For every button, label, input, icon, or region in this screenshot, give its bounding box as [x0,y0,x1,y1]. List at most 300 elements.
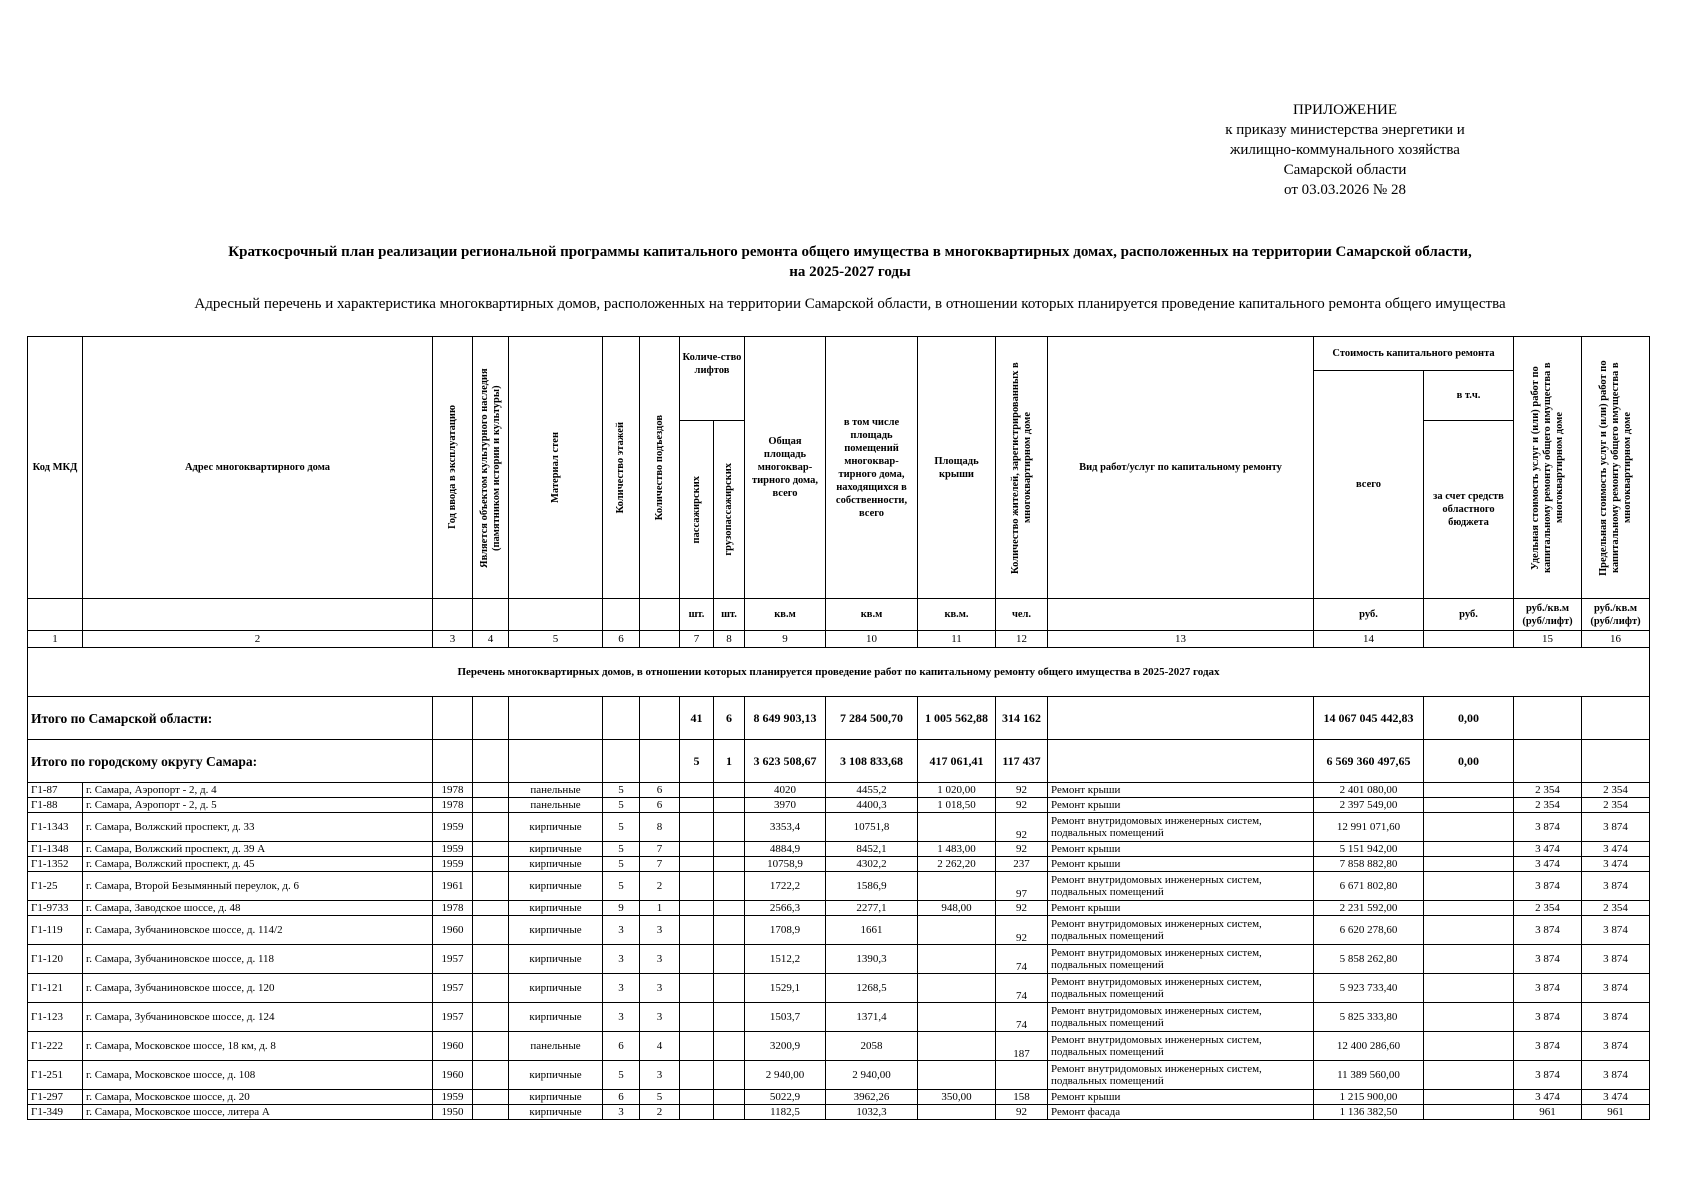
cell-cost: 5 858 262,80 [1314,945,1424,974]
unit-people: чел. [996,599,1048,631]
cell-lifts-cargo [714,974,745,1003]
appendix-block [1200,100,1490,200]
cell-address: г. Самара, Московское шоссе, литера А [83,1105,433,1120]
cell-entrances: 7 [640,857,680,872]
unit-sqm: кв.м [745,599,826,631]
cell-limit-cost: 3 474 [1582,1090,1650,1105]
cell-floors: 5 [603,872,640,901]
total-roof-area: 1 005 562,88 [918,697,996,740]
column-number: 12 [996,631,1048,648]
cell-work-type: Ремонт крыши [1048,783,1314,798]
cell-address: г. Самара, Второй Безымянный переулок, д. 6 [83,872,433,901]
cell-lifts-passenger [680,901,714,916]
cell-roof-area: 2 262,20 [918,857,996,872]
cell-lifts-cargo [714,1032,745,1061]
cell-heritage [473,783,509,798]
cell-area: 3970 [745,798,826,813]
cell-code: Г1-123 [28,1003,83,1032]
column-number: 10 [826,631,918,648]
cell-roof-area [918,916,996,945]
cell-limit-cost: 2 354 [1582,783,1650,798]
cell-material: кирпичные [509,974,603,1003]
cell-material: кирпичные [509,842,603,857]
section-title: Перечень многоквартирных домов, в отношении которых планируется проведение работ по капитальному ремонту общего имущества в 2025-2027 годах [28,648,1650,697]
cell-lifts-passenger [680,1090,714,1105]
cell-lifts-passenger [680,798,714,813]
cell-year: 1959 [433,842,473,857]
total-row [28,740,1650,783]
buildings-table [27,336,1650,1120]
cell-year: 1978 [433,783,473,798]
cell-year: 1960 [433,1032,473,1061]
cell-area: 10758,9 [745,857,826,872]
cell-unit-cost: 3 474 [1514,842,1582,857]
unit-sqm: кв.м. [918,599,996,631]
cell-address: г. Самара, Зубчаниновское шоссе, д. 118 [83,945,433,974]
cell-limit-cost: 3 874 [1582,1003,1650,1032]
header-entrances: Количество подъездов [653,414,665,521]
cell-material: кирпичные [509,813,603,842]
cell-regional [1424,857,1514,872]
cell-cost: 5 923 733,40 [1314,974,1424,1003]
cell-cost: 2 231 592,00 [1314,901,1424,916]
cell-heritage [473,1105,509,1120]
total-regional: 0,00 [1424,697,1514,740]
cell-roof-area [918,813,996,842]
cell-owned-area: 1390,3 [826,945,918,974]
cell-limit-cost: 3 874 [1582,945,1650,974]
cell-roof-area: 1 018,50 [918,798,996,813]
cell-address: г. Самара, Волжский проспект, д. 33 [83,813,433,842]
cell-cost: 11 389 560,00 [1314,1061,1424,1090]
empty-cell [473,740,509,783]
empty-cell [640,740,680,783]
cell-area: 4020 [745,783,826,798]
empty-cell [1048,740,1314,783]
cell-regional [1424,1105,1514,1120]
cell-roof-area: 1 020,00 [918,783,996,798]
cell-limit-cost: 3 474 [1582,857,1650,872]
cell-floors: 3 [603,974,640,1003]
cell-entrances: 8 [640,813,680,842]
column-number: 15 [1514,631,1582,648]
cell-heritage [473,798,509,813]
cell-area: 5022,9 [745,1090,826,1105]
cell-owned-area: 4455,2 [826,783,918,798]
total-residents: 314 162 [996,697,1048,740]
cell-entrances: 4 [640,1032,680,1061]
column-number: 4 [473,631,509,648]
header-unit-cost: Удельная стоимость услуг и (или) работ по капитальному ремонту общего имущества в многоквартирном доме [1529,362,1565,573]
cell-area: 1503,7 [745,1003,826,1032]
unit-rub: руб. [1314,599,1424,631]
cell-floors: 6 [603,1032,640,1061]
cell-residents: 74 [996,945,1048,974]
cell-code: Г1-121 [28,974,83,1003]
cell-entrances: 7 [640,842,680,857]
document-subtitle: Адресный перечень и характеристика многоквартирных домов, расположенных на территории Самарской области, в отношении которых планируется проведение капитального ремонта общего имущества [194,296,1506,312]
cell-area: 1722,2 [745,872,826,901]
cell-year: 1959 [433,857,473,872]
cell-material: кирпичные [509,945,603,974]
cell-lifts-cargo [714,1105,745,1120]
cell-address: г. Самара, Аэропорт - 2, д. 5 [83,798,433,813]
cell-heritage [473,974,509,1003]
cell-work-type: Ремонт внутридомовых инженерных систем, подвальных помещений [1048,813,1314,842]
cell-roof-area: 948,00 [918,901,996,916]
cell-address: г. Самара, Московское шоссе, 18 км, д. 8 [83,1032,433,1061]
cell-owned-area: 1586,9 [826,872,918,901]
unit-pcs: шт. [680,599,714,631]
cell-work-type: Ремонт крыши [1048,1090,1314,1105]
total-residents: 117 437 [996,740,1048,783]
cell-lifts-passenger [680,1032,714,1061]
cell-unit-cost: 3 874 [1514,1061,1582,1090]
cell-lifts-cargo [714,901,745,916]
header-residents: Количество жителей, зарегистрированных в многоквартирном доме [1009,361,1033,574]
document-title-line2: на 2025-2027 годы [789,264,911,280]
column-number: 13 [1048,631,1314,648]
total-label: Итого по Самарской области: [28,697,433,740]
document-title [150,242,1550,282]
cell-lifts-cargo [714,857,745,872]
column-number: 1 [28,631,83,648]
cell-limit-cost: 961 [1582,1105,1650,1120]
cell-cost: 6 620 278,60 [1314,916,1424,945]
cell-lifts-cargo [714,1003,745,1032]
total-roof-area: 417 061,41 [918,740,996,783]
appendix-order-line: к приказу министерства энергетики и [1225,122,1465,138]
cell-limit-cost: 3 474 [1582,842,1650,857]
cell-lifts-passenger [680,872,714,901]
column-number: 7 [680,631,714,648]
cell-regional [1424,916,1514,945]
cell-entrances: 2 [640,1105,680,1120]
cell-regional [1424,783,1514,798]
total-lifts-cargo: 1 [714,740,745,783]
cell-residents: 74 [996,1003,1048,1032]
cell-work-type: Ремонт внутридомовых инженерных систем, подвальных помещений [1048,1003,1314,1032]
cell-lifts-passenger [680,783,714,798]
cell-code: Г1-87 [28,783,83,798]
header-floors: Количество этажей [615,421,626,514]
table-row [28,783,1650,798]
cell-heritage [473,916,509,945]
unit-rub-per: руб./кв.м (руб/лифт) [1514,599,1582,631]
cell-unit-cost: 2 354 [1514,783,1582,798]
header-heritage: Является объектом культурного наследия (памятником истории и культуры) [478,367,502,568]
header-work-type: Вид работ/услуг по капитальному ремонту [1048,337,1314,599]
cell-unit-cost: 3 874 [1514,872,1582,901]
cell-heritage [473,813,509,842]
cell-owned-area: 1032,3 [826,1105,918,1120]
table-row [28,798,1650,813]
empty-cell [1048,697,1314,740]
table-row [28,1090,1650,1105]
cell-heritage [473,1090,509,1105]
empty-cell [509,697,603,740]
cell-address: г. Самара, Аэропорт - 2, д. 4 [83,783,433,798]
cell-owned-area: 2 940,00 [826,1061,918,1090]
header-cost-total: всего [1314,371,1424,599]
cell-owned-area: 2058 [826,1032,918,1061]
empty-cell [603,740,640,783]
cell-limit-cost: 3 874 [1582,974,1650,1003]
cell-residents: 92 [996,798,1048,813]
cell-regional [1424,872,1514,901]
header-address: Адрес многоквартирного дома [83,337,433,599]
cell-owned-area: 1268,5 [826,974,918,1003]
column-number: 2 [83,631,433,648]
cell-work-type: Ремонт внутридомовых инженерных систем, подвальных помещений [1048,872,1314,901]
cell-residents: 92 [996,901,1048,916]
cell-residents: 92 [996,783,1048,798]
cell-floors: 5 [603,1061,640,1090]
total-cost: 14 067 045 442,83 [1314,697,1424,740]
cell-year: 1960 [433,1061,473,1090]
column-number: 3 [433,631,473,648]
cell-floors: 5 [603,842,640,857]
cell-code: Г1-9733 [28,901,83,916]
cell-code: Г1-349 [28,1105,83,1120]
cell-work-type: Ремонт внутридомовых инженерных систем, подвальных помещений [1048,916,1314,945]
cell-regional [1424,901,1514,916]
cell-material: панельные [509,1032,603,1061]
cell-limit-cost: 2 354 [1582,901,1650,916]
unit-rub-per: руб./кв.м (руб/лифт) [1582,599,1650,631]
cell-code: Г1-222 [28,1032,83,1061]
cell-owned-area: 2277,1 [826,901,918,916]
total-lifts-passenger: 41 [680,697,714,740]
cell-roof-area [918,1032,996,1061]
cell-entrances: 6 [640,798,680,813]
cell-year: 1950 [433,1105,473,1120]
cell-lifts-passenger [680,1003,714,1032]
cell-heritage [473,842,509,857]
empty-cell [433,740,473,783]
cell-lifts-passenger [680,813,714,842]
cell-floors: 3 [603,1003,640,1032]
empty-cell [1514,740,1582,783]
cell-material: кирпичные [509,1090,603,1105]
cell-year: 1960 [433,916,473,945]
cell-limit-cost: 3 874 [1582,1032,1650,1061]
header-total-area: Общая площадь многоквар-тирного дома, всего [745,337,826,599]
cell-year: 1957 [433,945,473,974]
header-cost-regional: за счет средств областного бюджета [1424,421,1514,599]
cell-regional [1424,945,1514,974]
cell-lifts-passenger [680,1061,714,1090]
cell-area: 2 940,00 [745,1061,826,1090]
header-cost-incl: в т.ч. [1424,371,1514,421]
cell-cost: 1 136 382,50 [1314,1105,1424,1120]
column-number: 9 [745,631,826,648]
cell-floors: 3 [603,916,640,945]
cell-unit-cost: 2 354 [1514,798,1582,813]
cell-lifts-cargo [714,842,745,857]
cell-material: кирпичные [509,1003,603,1032]
cell-cost: 1 215 900,00 [1314,1090,1424,1105]
cell-entrances: 3 [640,1061,680,1090]
header-material: Материал стен [549,432,561,503]
column-numbers-row [28,631,1650,648]
cell-owned-area: 10751,8 [826,813,918,842]
cell-regional [1424,1003,1514,1032]
header-limit-cost: Предельная стоимость услуг и (или) работ по капитальному ремонту общего имущества в многоквартирном доме [1597,359,1633,576]
cell-regional [1424,1090,1514,1105]
cell-material: кирпичные [509,901,603,916]
cell-material: кирпичные [509,857,603,872]
empty-cell [640,697,680,740]
total-regional: 0,00 [1424,740,1514,783]
cell-year: 1957 [433,974,473,1003]
cell-floors: 5 [603,813,640,842]
cell-code: Г1-120 [28,945,83,974]
cell-limit-cost: 3 874 [1582,872,1650,901]
cell-address: г. Самара, Зубчаниновское шоссе, д. 120 [83,974,433,1003]
cell-work-type: Ремонт внутридомовых инженерных систем, подвальных помещений [1048,1032,1314,1061]
cell-address: г. Самара, Зубчаниновское шоссе, д. 114/2 [83,916,433,945]
cell-address: г. Самара, Московское шоссе, д. 108 [83,1061,433,1090]
table-row [28,1105,1650,1120]
cell-heritage [473,857,509,872]
cell-cost: 7 858 882,80 [1314,857,1424,872]
cell-cost: 2 397 549,00 [1314,798,1424,813]
cell-roof-area [918,1003,996,1032]
table-row [28,872,1650,901]
empty-cell [473,697,509,740]
cell-residents: 92 [996,813,1048,842]
header-year: Год ввода в эксплуатацию [446,405,458,530]
table-row [28,1003,1650,1032]
cell-owned-area: 4400,3 [826,798,918,813]
column-number: 6 [603,631,640,648]
header-lifts: Количе-ство лифтов [680,337,745,421]
cell-floors: 5 [603,798,640,813]
appendix-region-line: Самарской области [1283,162,1407,178]
empty-cell [1582,740,1650,783]
cell-residents: 74 [996,974,1048,1003]
cell-unit-cost: 3 874 [1514,813,1582,842]
cell-work-type: Ремонт внутридомовых инженерных систем, подвальных помещений [1048,945,1314,974]
cell-unit-cost: 3 474 [1514,857,1582,872]
cell-lifts-cargo [714,813,745,842]
cell-limit-cost: 2 354 [1582,798,1650,813]
cell-heritage [473,872,509,901]
cell-heritage [473,945,509,974]
header-cost-group: Стоимость капитального ремонта [1314,337,1514,371]
total-area: 8 649 903,13 [745,697,826,740]
cell-regional [1424,813,1514,842]
appendix-ministry-line: жилищно-коммунального хозяйства [1230,142,1460,158]
table-row [28,916,1650,945]
cell-year: 1961 [433,872,473,901]
cell-floors: 3 [603,945,640,974]
cell-unit-cost: 2 354 [1514,901,1582,916]
cell-roof-area [918,1105,996,1120]
table-row [28,813,1650,842]
cell-roof-area [918,872,996,901]
header-lifts-passenger: пассажирских [690,475,702,544]
header-lifts-cargo: грузопассажирских [723,463,734,556]
cell-work-type: Ремонт фасада [1048,1105,1314,1120]
cell-entrances: 3 [640,916,680,945]
cell-owned-area: 1661 [826,916,918,945]
cell-entrances: 5 [640,1090,680,1105]
table-row [28,901,1650,916]
cell-roof-area: 1 483,00 [918,842,996,857]
cell-residents: 92 [996,916,1048,945]
cell-regional [1424,842,1514,857]
cell-cost: 5 151 942,00 [1314,842,1424,857]
appendix-date-number: от 03.03.2026 № 28 [1284,182,1406,198]
cell-lifts-cargo [714,916,745,945]
cell-lifts-passenger [680,945,714,974]
empty-cell [509,740,603,783]
cell-area: 1529,1 [745,974,826,1003]
cell-regional [1424,974,1514,1003]
table-row [28,1032,1650,1061]
table-row [28,1061,1650,1090]
cell-residents: 92 [996,842,1048,857]
cell-material: панельные [509,798,603,813]
cell-entrances: 3 [640,945,680,974]
cell-material: панельные [509,783,603,798]
cell-lifts-passenger [680,974,714,1003]
cell-material: кирпичные [509,1105,603,1120]
cell-code: Г1-1352 [28,857,83,872]
document-title-line1: Краткосрочный план реализации региональной программы капитального ремонта общего имущества в многоквартирных домах, расположенных на территории Самарской области, [228,244,1472,260]
cell-code: Г1-1348 [28,842,83,857]
cell-limit-cost: 3 874 [1582,916,1650,945]
cell-owned-area: 8452,1 [826,842,918,857]
cell-floors: 5 [603,783,640,798]
cell-code: Г1-297 [28,1090,83,1105]
column-number: 11 [918,631,996,648]
cell-heritage [473,901,509,916]
cell-work-type: Ремонт крыши [1048,798,1314,813]
cell-area: 1708,9 [745,916,826,945]
cell-area: 3200,9 [745,1032,826,1061]
header-owned-area: в том числе площадь помещений многоквар-тирного дома, находящихся в собственности, всего [826,337,918,599]
cell-address: г. Самара, Московское шоссе, д. 20 [83,1090,433,1105]
cell-lifts-passenger [680,1105,714,1120]
cell-unit-cost: 961 [1514,1105,1582,1120]
column-number: 5 [509,631,603,648]
cell-lifts-cargo [714,783,745,798]
cell-roof-area [918,1061,996,1090]
cell-owned-area: 3962,26 [826,1090,918,1105]
cell-lifts-cargo [714,1090,745,1105]
total-cost: 6 569 360 497,65 [1314,740,1424,783]
cell-residents [996,1061,1048,1090]
cell-floors: 6 [603,1090,640,1105]
unit-rub: руб. [1424,599,1514,631]
cell-material: кирпичные [509,1061,603,1090]
column-number: 8 [714,631,745,648]
cell-cost: 12 400 286,60 [1314,1032,1424,1061]
cell-heritage [473,1061,509,1090]
cell-year: 1978 [433,798,473,813]
cell-lifts-cargo [714,798,745,813]
total-owned-area: 3 108 833,68 [826,740,918,783]
cell-code: Г1-251 [28,1061,83,1090]
cell-floors: 5 [603,857,640,872]
cell-regional [1424,1032,1514,1061]
cell-floors: 9 [603,901,640,916]
cell-residents: 187 [996,1032,1048,1061]
cell-heritage [473,1032,509,1061]
